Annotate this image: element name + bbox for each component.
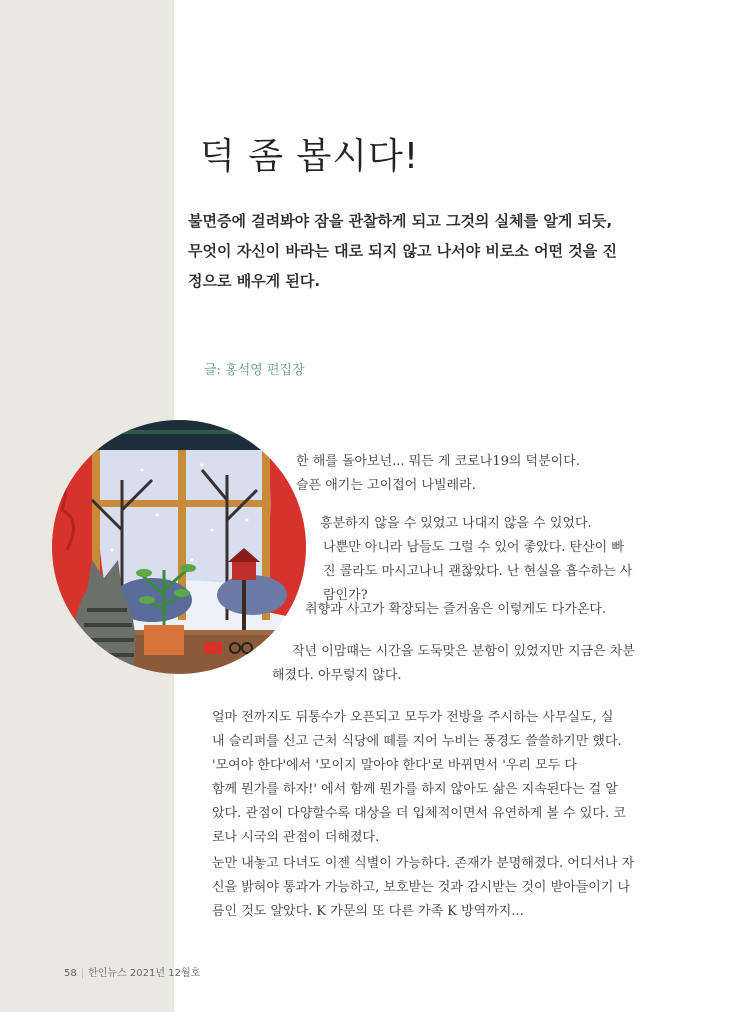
page-number: 58 [64, 968, 77, 979]
illustration-image [52, 420, 306, 674]
paragraph-line: 눈만 내놓고 다녀도 이젠 식별이 가능하다. 존재가 분명해졌다. 어디서나 자 [212, 856, 635, 871]
article-lead [188, 206, 617, 296]
paragraph-5 [212, 706, 626, 850]
paragraph-line: 함께 뭔가를 하자!' 에서 함께 뭔가를 하지 않아도 삶은 지속된다는 걸 알 [212, 782, 618, 797]
lead-line: 정으로 배우게 된다. [188, 272, 321, 290]
footer-separator: | [80, 968, 85, 979]
paragraph-6 [212, 852, 634, 924]
lead-line: 무엇이 자신이 바라는 대로 되지 않고 나서야 비로소 어떤 것을 진 [188, 242, 617, 260]
paragraph-line: 로나 시국의 관점이 더해졌다. [212, 830, 380, 845]
paragraph-line: 나뿐만 아니라 남들도 그럴 수 있어 좋았다. 탄산이 빠 [323, 540, 624, 555]
paragraph-line: 해졌다. 아무렇지 않다. [272, 668, 402, 683]
paragraph-line: 신을 밝혀야 통과가 가능하고, 보호받는 것과 감시받는 것이 받아들이기 나 [212, 880, 631, 895]
page-footer [64, 964, 200, 979]
paragraph-line: 한 해를 돌아보넌... 뭐든 게 코로나19의 덕분이다. [296, 454, 580, 469]
paragraph-line: 진 콜라도 마시고나니 괜찮았다. 난 현실을 흡수하는 사 [323, 564, 633, 579]
lead-line: 불면증에 걸려봐야 잠을 관찰하게 되고 그것의 실체를 알게 되듯, [188, 212, 613, 230]
window-cat-illustration [52, 420, 306, 674]
paragraph-line: '모여야 한다'에서 '모이지 말아야 한다'로 바뀌면서 '우리 모두 다 [212, 758, 577, 773]
paragraph-line: 흥분하지 않을 수 있었고 나대지 않을 수 있었다. [320, 516, 592, 531]
article-title: 덕 좀 봅시다! [200, 136, 420, 177]
paragraph-line: 내 슬리퍼를 신고 근처 식당에 떼를 지어 누비는 풍경도 쓸쓸하기만 했다. [212, 734, 622, 749]
paragraph-line: 람인가? [323, 588, 368, 603]
paragraph-line: 얼마 전까지도 뒤통수가 오픈되고 모두가 전방을 주시하는 사무실도, 실 [212, 710, 614, 725]
publication-name: 한인뉴스 2021년 12월호 [88, 968, 201, 979]
paragraph-line: 취향과 사고가 확장되는 즐거움은 이렇게도 다가온다. [305, 602, 607, 617]
paragraph-2 [320, 512, 632, 608]
paragraph-3 [305, 598, 606, 622]
paragraph-line: 슬픈 애기는 고이접어 나빌레라. [296, 478, 476, 493]
paragraph-line: 았다. 관점이 다양할수록 대상을 더 입체적이면서 유연하게 볼 수 있다. 코 [212, 806, 626, 821]
paragraph-line: 름인 것도 알았다. K 가문의 또 다른 가족 K 방역까지... [212, 904, 524, 919]
paragraph-1 [296, 450, 580, 498]
paragraph-line: 작년 이맘때는 시간을 도둑맞은 분함이 있었지만 지금은 차분 [292, 644, 635, 659]
author-byline: 글: 홍석영 편집장 [204, 363, 305, 378]
paragraph-4 [272, 640, 635, 688]
